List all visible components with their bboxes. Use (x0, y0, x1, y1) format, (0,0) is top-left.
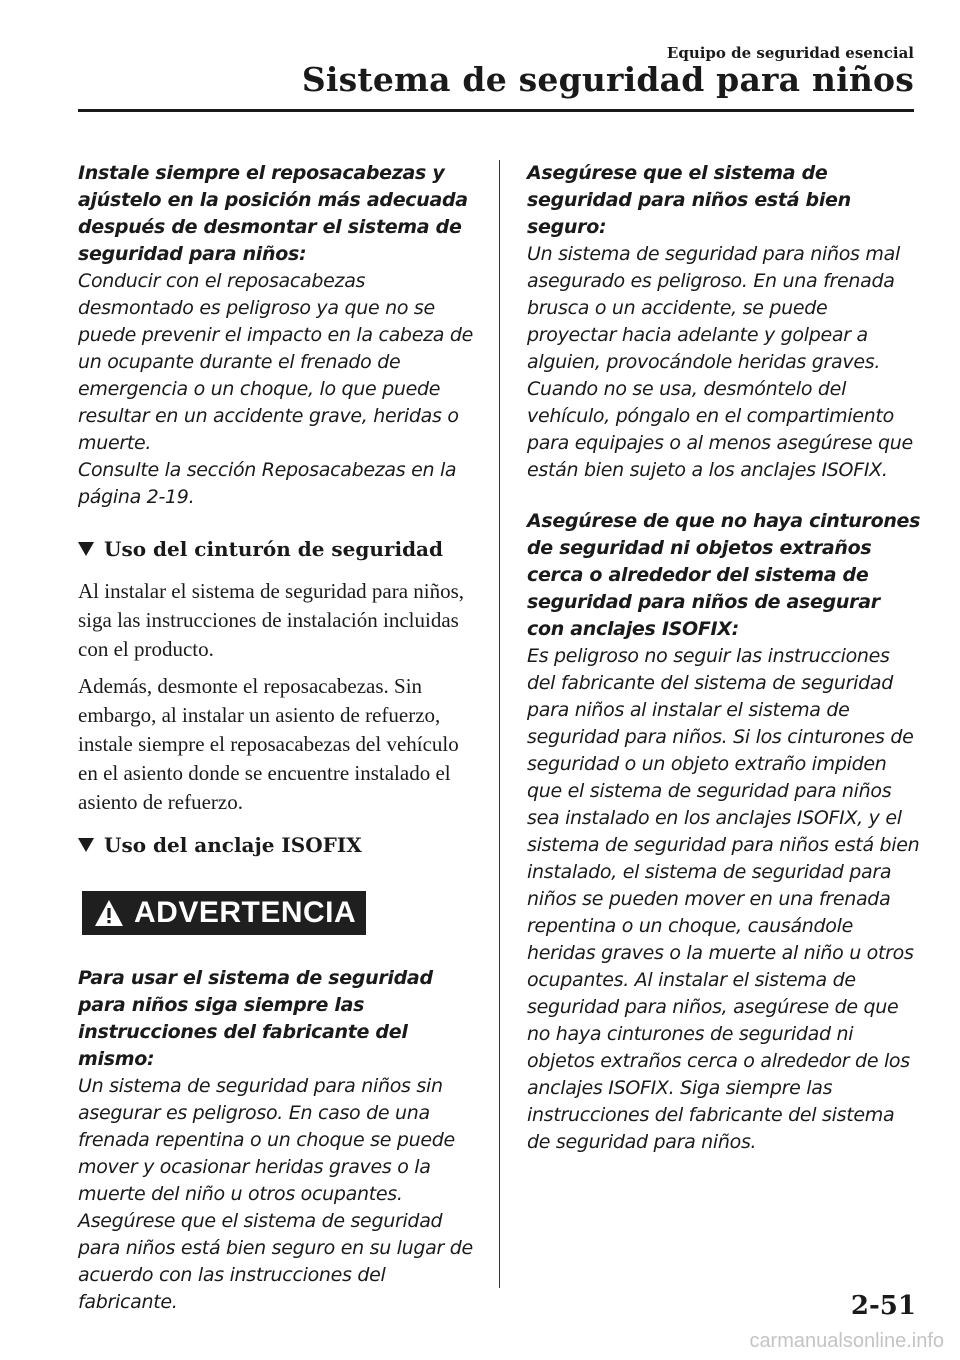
warning-badge (82, 891, 366, 935)
seatbelt-paragraph-1: Al instalar el sistema de seguridad para niños, siga las instrucciones de instalación incluidas con el producto. (78, 579, 465, 661)
warning-triangle-icon (94, 899, 124, 927)
left-column (78, 160, 478, 1340)
isofix-heading (78, 831, 478, 859)
headrest-warning (78, 160, 478, 511)
seatbelt-heading (78, 535, 478, 563)
foreign-objects-warning-title: Asegúrese de que no haya cinturones de seguridad ni objetos extraños cerca o alrededor del sistema de seguridad para niños de asegurar con anclajes ISOFIX: (527, 510, 921, 640)
secure-warning-title: Asegúrese que el sistema de seguridad para niños está bien seguro: (527, 162, 851, 238)
headrest-warning-reference: Consulte la sección Reposacabezas en la página 2-19. (78, 459, 457, 508)
secure-warning (527, 160, 922, 484)
header-rule (78, 109, 914, 112)
manufacturer-warning-title: Para usar el sistema de seguridad para niños siga siempre las instrucciones del fabricante del mismo: (78, 967, 433, 1070)
seatbelt-heading-label: Uso del cinturón de seguridad (104, 537, 443, 561)
manufacturer-warning-text: Un sistema de seguridad para niños sin asegurar es peligroso. En caso de una frenada repentina o un choque se puede mover y ocasionar heridas graves o la muerte del niño u otros ocupantes. Asegúrese que el sistema de seguridad para niños está bien seguro en su lugar de acuerdo con las instrucciones del fabricante. (78, 1075, 473, 1313)
headrest-warning-text: Conducir con el reposacabezas desmontado es peligroso ya que no se puede prevenir el impacto en la cabeza de un ocupante durante el frenado de emergencia o un choque, lo que puede resultar en un accidente grave, heridas o muerte. (78, 270, 473, 454)
right-column (527, 160, 922, 1180)
page-number: 2-51 (850, 1291, 916, 1321)
warning-label: ADVERTENCIA (134, 896, 357, 929)
seatbelt-paragraph-2: Además, desmonte el reposacabezas. Sin embargo, al instalar un asiento de refuerzo, instale siempre el reposacabezas del vehículo en el asiento donde se encuentre instalado el asiento de refuerzo. (78, 674, 459, 814)
watermark: carmanualsonline.info (749, 1330, 944, 1352)
section-label: Equipo de seguridad esencial (666, 44, 914, 62)
isofix-heading-label: Uso del anclaje ISOFIX (104, 833, 362, 857)
manufacturer-warning (78, 965, 478, 1316)
triangle-bullet-icon (78, 542, 94, 556)
headrest-warning-title: Instale siempre el reposacabezas y ajústelo en la posición más adecuada después de desmontar el sistema de seguridad para niños: (78, 162, 468, 265)
secure-warning-text: Un sistema de seguridad para niños mal asegurado es peligroso. En una frenada brusca o un accidente, se puede proyectar hacia adelante y golpear a alguien, provocándole heridas graves. Cuando no se usa, desmóntelo del vehículo, póngalo en el compartimiento para equipajes o al menos asegúrese que están bien sujeto a los anclajes ISOFIX. (527, 243, 913, 481)
column-divider (499, 160, 500, 1288)
foreign-objects-warning-text: Es peligroso no seguir las instrucciones del fabricante del sistema de seguridad para niños al instalar el sistema de seguridad para niños. Si los cinturones de seguridad o un objeto extraño impiden que el sistema de seguridad para niños sea instalado en los anclajes ISOFIX, y el sistema de seguridad para niños está bien instalado, el sistema de seguridad para niños se pueden mover en una frenada repentina o un choque, causándole heridas graves o la muerte al niño u otros ocupantes. Al instalar el sistema de seguridad para niños, asegúrese de que no haya cinturones de seguridad ni objetos extraños cerca o alrededor de los anclajes ISOFIX. Siga siempre las instrucciones del fabricante del sistema de seguridad para niños. (527, 645, 920, 1153)
page-title: Sistema de seguridad para niños (301, 60, 914, 99)
foreign-objects-warning (527, 508, 922, 1156)
triangle-bullet-icon (78, 838, 94, 852)
